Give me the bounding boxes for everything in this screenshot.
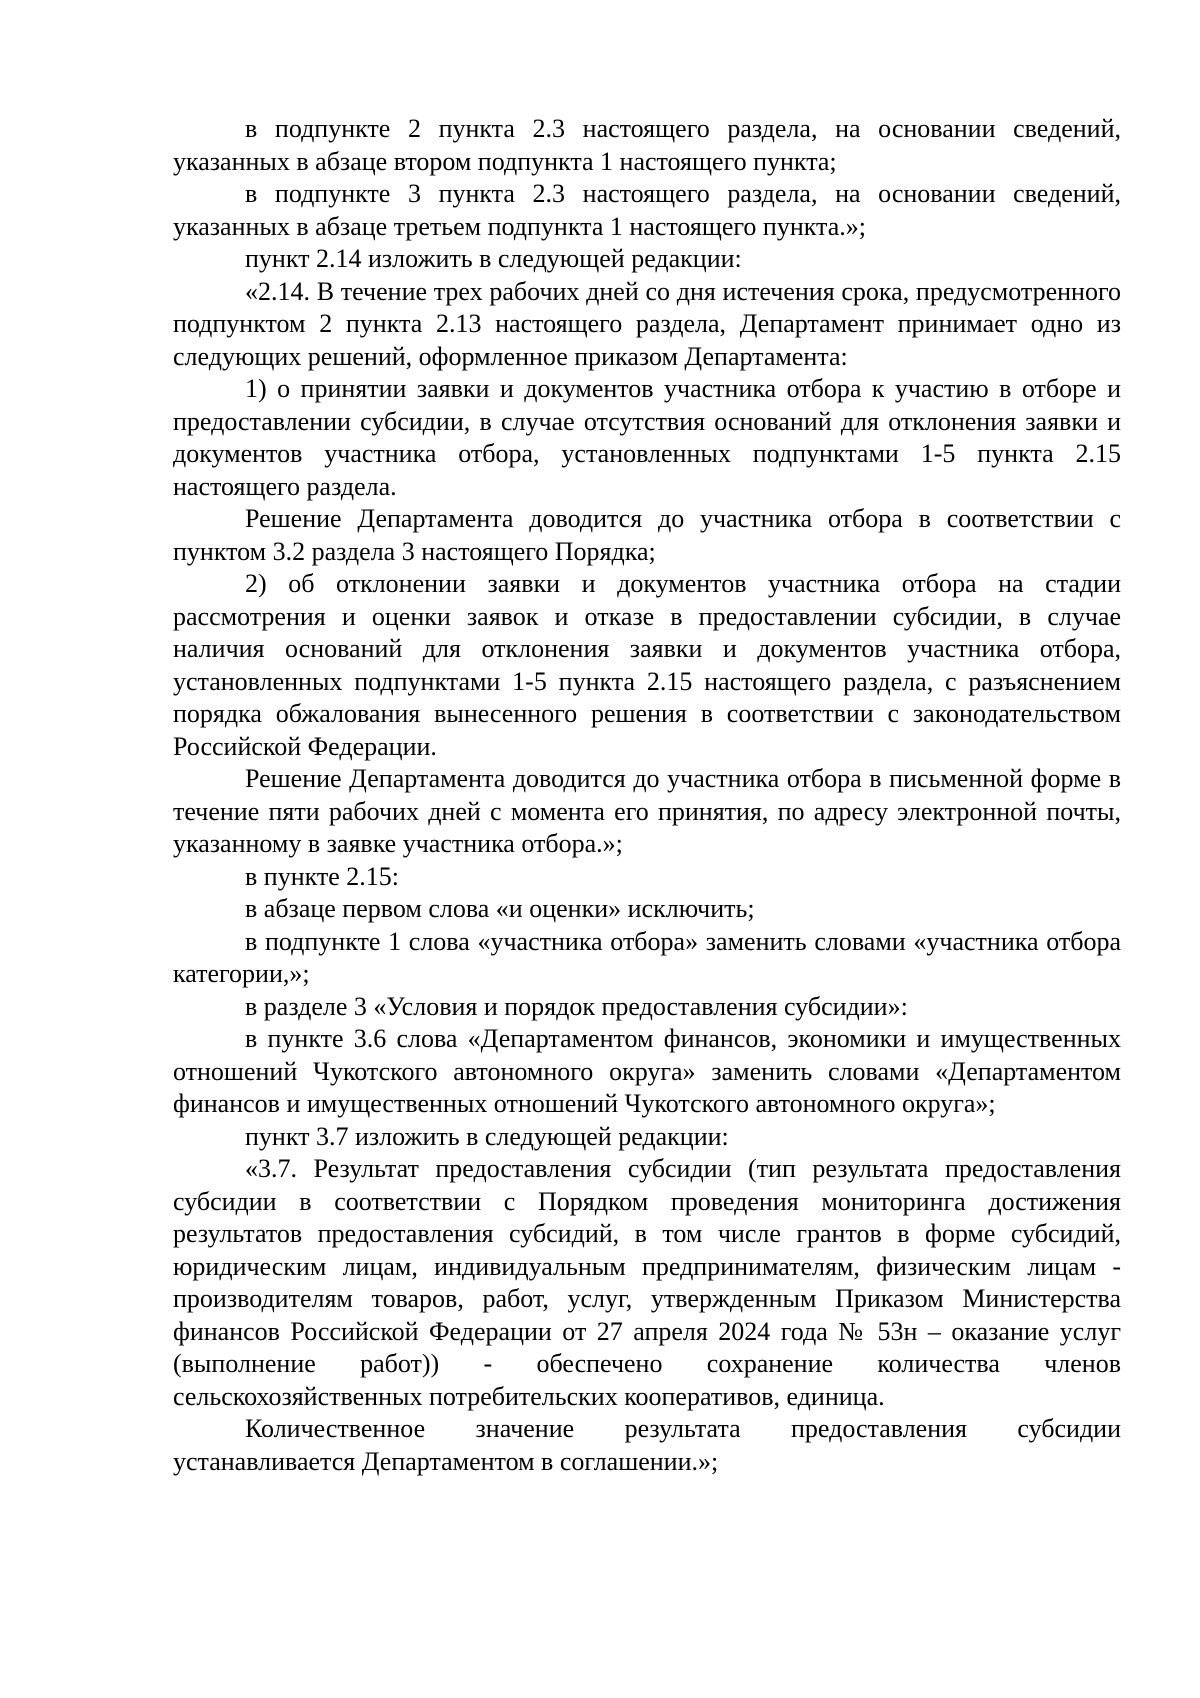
paragraph: Количественное значение результата предоставления субсидии устанавливается Департаментом в соглашении.»;: [173, 1414, 1121, 1476]
paragraph: пункт 3.7 изложить в следующей редакции:: [245, 1121, 729, 1151]
paragraph: 1) о принятии заявки и документов участника отбора к участию в отборе и предоставлении субсидии, в случае отсутствия оснований для отклонения заявки и документов участника отбора, установленных подпунктами 1-5 пункта 2.15 настоящего раздела.: [173, 374, 1121, 501]
paragraph: пункт 2.14 изложить в следующей редакции:: [245, 244, 742, 273]
paragraph: в подпункте 3 пункта 2.3 настоящего раздела, на основании сведений, указанных в абзаце третьем подпункта 1 настоящего пункта.»;: [173, 179, 1121, 241]
paragraph: в пункте 2.15:: [245, 861, 400, 891]
document-body: [173, 113, 1121, 1478]
paragraph: в абзаце первом слова «и оценки» исключить;: [245, 894, 755, 923]
paragraph: «3.7. Результат предоставления субсидии (тип результата предоставления субсидии в соответствии с Порядком проведения мониторинга достижения результатов предоставления субсидий, в том числе грантов в форме субсидий, юридическим лицам, индивидуальным предпринимателям, физическим лицам - производителям товаров, работ, услуг, утвержденным Приказом Министерства финансов Российской Федерации от 27 апреля 2024 года № 53н – оказание услуг (выполнение работ)) - обеспечено сохранение количества членов сельскохозяйственных потребительских кооперативов, единица.: [173, 1154, 1121, 1411]
paragraph: в разделе 3 «Условия и порядок предоставления субсидии»:: [245, 991, 908, 1021]
paragraph: в подпункте 1 слова «участника отбора» заменить словами «участника отбора категории,»;: [173, 926, 1121, 988]
paragraph: Решение Департамента доводится до участника отбора в письменной форме в течение пяти рабочих дней с момента его принятия, по адресу электронной почты, указанному в заявке участника отбора.»;: [173, 764, 1121, 858]
paragraph: в подпункте 2 пункта 2.3 настоящего раздела, на основании сведений, указанных в абзаце втором подпункта 1 настоящего пункта;: [173, 114, 1121, 176]
paragraph: «2.14. В течение трех рабочих дней со дня истечения срока, предусмотренного подпунктом 2 пункта 2.13 настоящего раздела, Департамент принимает одно из следующих решений, оформленное приказом Департамента:: [173, 276, 1121, 371]
paragraph: 2) об отклонении заявки и документов участника отбора на стадии рассмотрения и оценки заявок и отказе в предоставлении субсидии, в случае наличия оснований для отклонения заявки и документов участника отбора, установленных подпунктами 1-5 пункта 2.15 настоящего раздела, с разъяснением порядка обжалования вынесенного решения в соответствии с законодательством Российской Федерации.: [173, 569, 1121, 761]
paragraph: в пункте 3.6 слова «Департаментом финансов, экономики и имущественных отношений Чукотского автономного округа» заменить словами «Департаментом финансов и имущественных отношений Чукотского автономного округа»;: [173, 1024, 1121, 1118]
paragraph: Решение Департамента доводится до участника отбора в соответствии с пунктом 3.2 раздела 3 настоящего Порядка;: [173, 504, 1121, 566]
